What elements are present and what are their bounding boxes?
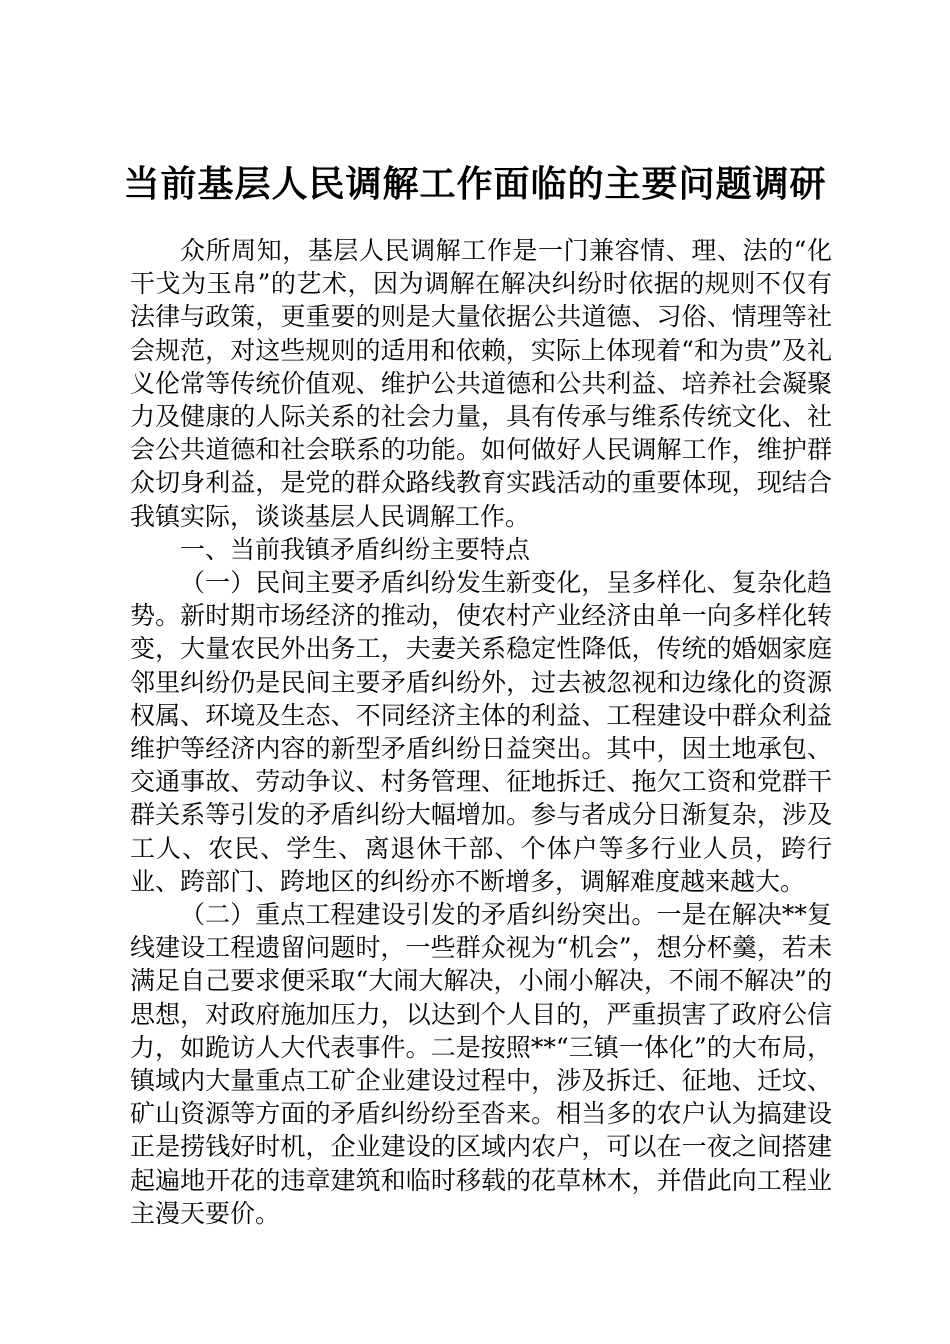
document-title: 当前基层人民调解工作面临的主要问题调研 [123, 163, 827, 205]
subsection-paragraph-2: （二）重点工程建设引发的矛盾纠纷突出。一是在解决**复线建设工程遗留问题时，一些群众视为“机会”，想分杯羹，若未满足自己要求便采取“大闹大解决，小闹小解决，不闹不解决”的思想，对政府施加压力，以达到个人目的，严重损害了政府公信力，如跪访人大代表事件。二是按照**“三镇一体化”的大布局，镇域内大量重点工矿企业建设过程中，涉及拆迁、征地、迁坟、矿山资源等方面的矛盾纠纷纷至沓来。相当多的农户认为搞建设正是捞钱好时机，企业建设的区域内农户，可以在一夜之间搭建起遍地开花的违章建筑和临时移载的花草林木，并借此向工程业主漫天要价。 [130, 900, 832, 1228]
intro-paragraph: 众所周知，基层人民调解工作是一门兼容情、理、法的“化干戈为玉帛”的艺术，因为调解在解决纠纷时依据的规则不仅有法律与政策，更重要的则是大量依据公共道德、习俗、情理等社会规范，对这些规则的适用和依赖，实际上体现着“和为贵”及礼义伦常等传统价值观、维护公共道德和公共利益、培养社会凝聚力及健康的人际关系的社会力量，具有传承与维系传统文化、社会公共道德和社会联系的功能。如何做好人民调解工作，维护群众切身利益，是党的群众路线教育实践活动的重要体现，现结合我镇实际，谈谈基层人民调解工作。 [130, 236, 832, 531]
section-heading: 一、当前我镇矛盾纠纷主要特点 [180, 534, 531, 564]
document-body [130, 234, 832, 1230]
subsection-paragraph-1: （一）民间主要矛盾纠纷发生新变化，呈多样化、复杂化趋势。新时期市场经济的推动，使农村产业经济由单一向多样化转变，大量农民外出务工，夫妻关系稳定性降低，传统的婚姻家庭邻里纠纷仍是民间主要矛盾纠纷外，过去被忽视和边缘化的资源权属、环境及生态、不同经济主体的利益、工程建设中群众利益维护等经济内容的新型矛盾纠纷日益突出。其中，因土地承包、交通事故、劳动争议、村务管理、征地拆迁、拖欠工资和党群干群关系等引发的矛盾纠纷大幅增加。参与者成分日渐复杂，涉及工人、农民、学生、离退休干部、个体户等多行业人员，跨行业、跨部门、跨地区的纠纷亦不断增多，调解难度越来越大。 [130, 568, 832, 896]
